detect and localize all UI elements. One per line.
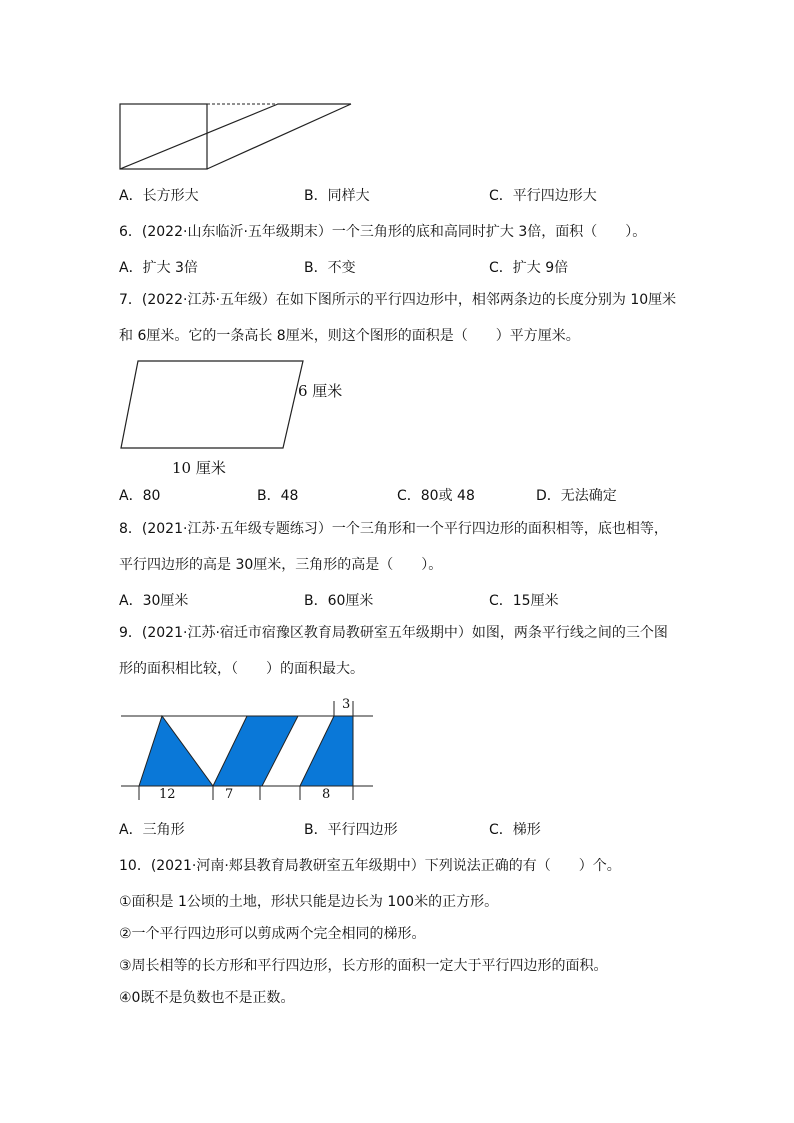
q8-option-a: A．30厘米	[119, 593, 189, 609]
q7-option-b: B．48	[257, 488, 299, 504]
q9-trapezoid	[300, 716, 353, 786]
q6-stem: 6．(2022·山东临沂·五年级期末）一个三角形的底和高同时扩大 3倍，面积（ ）。	[119, 224, 647, 240]
q9-stem-line2: 形的面积相比较，（ ）的面积最大。	[119, 661, 364, 677]
q7-option-c: C．80或 48	[397, 488, 475, 504]
q10-stem: 10．(2021·河南·郏县教育局教研室五年级期中）下列说法正确的有（ ）个。	[119, 858, 621, 874]
q10-statement-2: ②一个平行四边形可以剪成两个完全相同的梯形。	[119, 926, 426, 942]
q8-option-c: C．15厘米	[489, 593, 559, 609]
q10-statement-1: ①面积是 1公顷的土地，形状只能是边长为 100米的正方形。	[119, 894, 499, 910]
q7-option-d: D．无法确定	[536, 488, 617, 504]
q9-parallelogram	[213, 716, 298, 786]
q9-label-7: 7	[225, 787, 234, 802]
q5-option-a: A．长方形大	[119, 188, 199, 204]
q5-figure	[118, 101, 354, 173]
q9-label-12: 12	[159, 787, 176, 802]
q9-label-3: 3	[342, 697, 351, 712]
q5-option-b: B．同样大	[304, 188, 370, 204]
q6-option-b: B．不变	[304, 260, 356, 276]
q7-side-label: 6 厘米	[298, 382, 343, 400]
q9-shapes-figure	[118, 696, 378, 806]
q7-stem-line2: 和 6厘米。它的一条高长 8厘米，则这个图形的面积是（ ）平方厘米。	[119, 328, 580, 344]
q8-stem-line1: 8．(2021·江苏·五年级专题练习）一个三角形和一个平行四边形的面积相等，底也相等，	[119, 521, 668, 537]
q10-statement-4: ④0既不是负数也不是正数。	[119, 990, 295, 1006]
q7-option-a: A．80	[119, 488, 161, 504]
q9-option-c: C．梯形	[489, 822, 541, 838]
q7-base-label: 10 厘米	[172, 459, 226, 477]
q8-option-b: B．60厘米	[304, 593, 374, 609]
q6-option-c: C．扩大 9倍	[489, 260, 569, 276]
q9-triangle	[139, 716, 213, 786]
q6-option-a: A．扩大 3倍	[119, 260, 198, 276]
q9-option-a: A．三角形	[119, 822, 185, 838]
q8-stem-line2: 平行四边形的高是 30厘米，三角形的高是（ ）。	[119, 557, 443, 573]
q10-statement-3: ③周长相等的长方形和平行四边形，长方形的面积一定大于平行四边形的面积。	[119, 958, 608, 974]
q9-label-8: 8	[322, 787, 331, 802]
q9-option-b: B．平行四边形	[304, 822, 398, 838]
q7-parallelogram-figure	[118, 358, 308, 452]
q5-option-c: C．平行四边形大	[489, 188, 597, 204]
q7-stem-line1: 7．(2022·江苏·五年级）在如下图所示的平行四边形中，相邻两条边的长度分别为 10厘米	[119, 292, 677, 308]
q9-stem-line1: 9．(2021·江苏·宿迁市宿豫区教育局教研室五年级期中）如图，两条平行线之间的三个图	[119, 625, 668, 641]
